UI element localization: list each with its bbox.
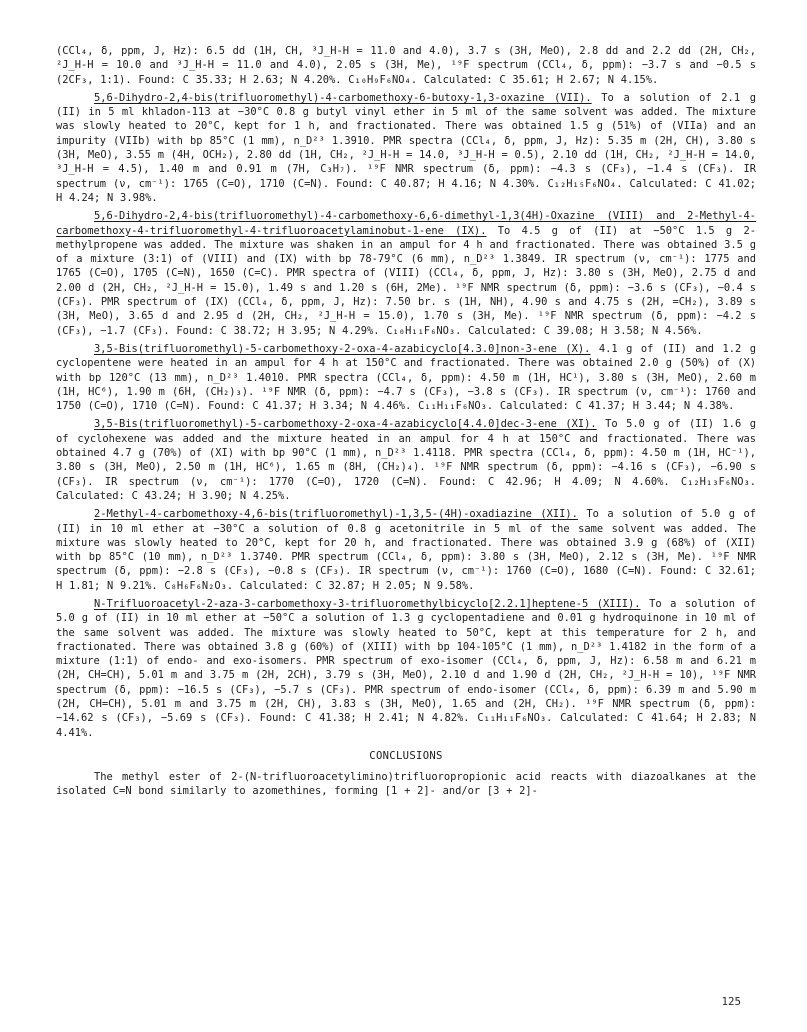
compound-title-XIII: N-Trifluoroacetyl-2-aza-3-carbomethoxy-3-trifluoromethylbicyclo[2.2.1]heptene-5 (XIII). bbox=[94, 597, 641, 610]
paragraph-1 bbox=[56, 91, 756, 205]
conclusions-heading: CONCLUSIONS bbox=[369, 749, 443, 762]
paragraph-3-text: 4.1 g of (II) and 1.2 g cyclopentene were heated in an ampul for 4 h at 150°C and fractionated. There was obtained 2.0 g (50%) of (X) with bp 120°C (13 mm), n_D²³ 1.4010. PMR spectra (CCl₄, δ, ppm): 4.50 m (1H, HC¹), 3.80 s (3H, MeO), 2.60 m (1H, HC⁶), 1.90 m (6H, (CH₂)₃). ¹⁹F NMR (δ, ppm): −4.7 s (CF₃), −3.8 s (CF₃). IR spectrum (ν, cm⁻¹): 1760 and 1750 (C=O), 1710 (C=N). Found: C 41.37; H 3.34; N 4.46%. C₁₁H₁₁F₆NO₃. Calculated: C 41.37; H 3.44; N 4.38%. bbox=[56, 342, 757, 413]
paragraph-6 bbox=[56, 597, 756, 740]
paragraph-3 bbox=[56, 342, 756, 413]
paragraph-4-text: To 5.0 g of (II) 1.6 g of cyclohexene was added and the mixture heated in an ampul for 4 h at 150°C and fractionated. There was obtained 4.7 g (70%) of (XI) with bp 90°C (1 mm), n_D²³ 1.4118. PMR spectra (CCl₄, δ, ppm): 4.50 m (1H, HC⁻¹), 3.80 s (3H, MeO), 2.50 m (1H, HC⁶), 1.65 m (8H, (CH₂)₄). ¹⁹F NMR spectrum (δ, ppm): −4.16 s (CF₃), −6.90 s (CF₃). IR spectrum (ν, cm⁻¹): 1770 (C=O), 1720 (C=N). Found: C 42.96; H 4.09; N 4.60%. C₁₂H₁₃F₆NO₃. Calculated: C 43.24; H 3.90; N 4.25%. bbox=[56, 418, 756, 502]
compound-title-VIII-IX: 5,6-Dihydro-2,4-bis(trifluoromethyl)-4-carbomethoxy-6,6-dimethyl-1,3(4H)-Oxazine (VIII) and 2-Methyl-4-carbomethoxy-4-trifluoromethyl-4-trifluoroacetylaminobut-1-ene (IX). bbox=[56, 210, 756, 237]
paragraph-4 bbox=[56, 417, 756, 503]
paragraph-2 bbox=[56, 209, 756, 338]
compound-title-XI: 3,5-Bis(trifluoromethyl)-5-carbomethoxy-2-oxa-4-azabicyclo[4.4.0]dec-3-ene (XI). bbox=[94, 418, 597, 431]
paragraph-6-text: To a solution of 5.0 g of (II) in 10 ml ether at −50°C a solution of 1.3 g cyclopentadiene and 0.01 g hydroquinone in 10 ml of the same solvent was added. The mixture was slowly heated to 50°C, kept at this temperature for 2 h, and fractionated. There was obtained 3.8 g (60%) of (XIII) with bp 104-105°C (1 mm), n_D²³ 1.4182 in the form of a mixture (1:1) of endo- and exo-isomers. PMR spectrum of exo-isomer (CCl₄, δ, ppm, J, Hz): 6.58 m and 6.21 m (2H, CH=CH), 5.01 m and 3.75 m (2H, 2CH), 3.79 s (3H, MeO), 2.10 d and 1.90 d (2H, CH₂, ²J_H-H = 10), ¹⁹F NMR spectrum (δ, ppm): −16.5 s (CF₃), −5.7 s (CF₃). PMR spectrum of endo-isomer (CCl₄, δ, ppm): 6.39 m and 5.90 m (2H, CH=CH), 5.01 m and 3.75 m (2H, CH), 3.83 s (3H, MeO), 1.65 and (2H, CH₂). ¹⁹F NMR spectrum (δ, ppm): −14.62 s (CF₃), −5.69 s (CF₃). Found: C 41.38; H 2.41; N 4.82%. C₁₁H₁₁F₆NO₃. Calculated: C 41.64; H 2.83; N 4.41%. bbox=[56, 597, 756, 739]
paragraph-0-text: (CCl₄, δ, ppm, J, Hz): 6.5 dd (1H, CH, ³J_H-H = 11.0 and 4.0), 3.7 s (3H, MeO), 2.8 dd and 2.2 dd (2H, CH₂, ²J_H-H = 10.0 and ³J_H-H = 11.0 and 4.0), 2.05 s (3H, Me), ¹⁹F spectrum (CCl₄, δ, ppm): −3.7 s and −0.5 s (2CF₃, 1:1). Found: C 35.33; H 2.63; N 4.20%. C₁₀H₉F₆NO₄. Calculated: C 35.61; H 2.67; N 4.15%. bbox=[56, 45, 756, 86]
page-number: 125 bbox=[721, 995, 741, 1008]
paragraph-5 bbox=[56, 507, 756, 593]
compound-title-XII: 2-Methyl-4-carbomethoxy-4,6-bis(trifluoromethyl)-1,3,5-(4H)-oxadiazine (XII). bbox=[94, 508, 578, 521]
paragraph-2-text: To 4.5 g of (II) at −50°C 1.5 g 2-methylpropene was added. The mixture was shaken in an ampul for 4 h and fractionated. There was obtained 3.5 g of a mixture (3:1) of (VIII) and (IX) with bp 78-79°C (6 mm), n_D²³ 1.3849. IR spectrum (ν, cm⁻¹): 1775 and 1765 (C=O), 1705 (C=N), 1650 (C=C). PMR spectra of (VIII) (CCl₄, δ, ppm, J, Hz): 3.80 s (3H, MeO), 2.75 d and 2.00 d (2H, CH₂, ²J_H-H = 15.0), 1.49 s and 1.20 s (6H, 2Me). ¹⁹F NMR spectrum (δ, ppm): −3.6 s (CF₃), −0.4 s (CF₃). PMR spectrum of (IX) (CCl₄, δ, ppm, J, Hz): 7.50 br. s (1H, NH), 4.90 s and 4.75 s (2H, =CH₂), 3.89 s (3H, MeO), 3.65 d and 2.95 d (2H, CH₂, ²J_H-H = 15.0), 1.70 s (3H, Me). ¹⁹F NMR spectrum (δ, ppm): −4.2 s (CF₃), −1.7 (CF₃). Found: C 38.72; H 3.95; N 4.29%. C₁₀H₁₁F₆NO₃. Calculated: C 39.08; H 3.58; N 4.56%. bbox=[56, 224, 756, 337]
paragraph-0 bbox=[56, 44, 756, 87]
conclusion-paragraph bbox=[56, 770, 756, 799]
compound-title-VII: 5,6-Dihydro-2,4-bis(trifluoromethyl)-4-carbomethoxy-6-butoxy-1,3-oxazine (VII). bbox=[94, 91, 592, 104]
conclusion-text: The methyl ester of 2-(N-trifluoroacetylimino)trifluoropropionic acid reacts with diazoalkanes at the isolated C=N bond similarly to azomethines, forming [1 + 2]- and/or [3 + 2]- bbox=[56, 770, 756, 798]
paragraph-5-text: To a solution of 5.0 g of (II) in 10 ml ether at −30°C a solution of 0.8 g acetonitrile in 5 ml of the same solvent was added. The mixture was slowly heated to 20°C, kept for 20 h, and fractionated. There was obtained 3.9 g (68%) of (XII) with bp 85°C (10 mm), n_D²³ 1.3740. PMR spectrum (CCl₄, δ, ppm): 3.80 s (3H, MeO), 2.12 s (3H, Me). ¹⁹F NMR spectrum (δ, ppm): −2.8 s (CF₃), −0.8 s (CF₃). IR spectrum (ν, cm⁻¹): 1760 (C=O), 1680 (C=N). Found: C 32.61; H 1.81; N 9.21%. C₈H₆F₆N₂O₃. Calculated: C 32.87; H 2.05; N 9.58%. bbox=[56, 508, 756, 592]
paragraph-1-text: To a solution of 2.1 g (II) in 5 ml khladon-113 at −30°C 0.8 g butyl vinyl ether in 5 ml of the same solvent was added. The mixture was slowly heated to 20°C, kept for 1 h, and fractionated. There was obtained 1.5 g (51%) of (VIIa) and an impurity (VIIb) with bp 85°C (1 mm), n_D²³ 1.3910. PMR spectra (CCl₄, δ, ppm, J, Hz): 5.35 m (2H, CH), 3.80 s (3H, MeO), 3.55 m (4H, OCH₂), 2.80 dd (1H, CH₂, ²J_H-H = 14.0, ³J_H-H = 0.5), 2.10 dd (1H, CH₂, ²J_H-H = 14.0, ³J_H-H = 4.5), 1.40 m and 0.91 m (7H, C₃H₇). ¹⁹F NMR spectrum (δ, ppm): −4.3 s (CF₃), −1.4 s (CF₃). IR spectrum (ν, cm⁻¹): 1765 (C=O), 1710 (C=N). Found: C 40.87; H 4.16; N 4.30%. C₁₂H₁₅F₆NO₄. Calculated: C 41.02; H 4.24; N 3.98%. bbox=[56, 91, 756, 204]
page-body bbox=[56, 44, 756, 803]
compound-title-X: 3,5-Bis(trifluoromethyl)-5-carbomethoxy-2-oxa-4-azabicyclo[4.3.0]non-3-ene (X). bbox=[94, 342, 591, 355]
